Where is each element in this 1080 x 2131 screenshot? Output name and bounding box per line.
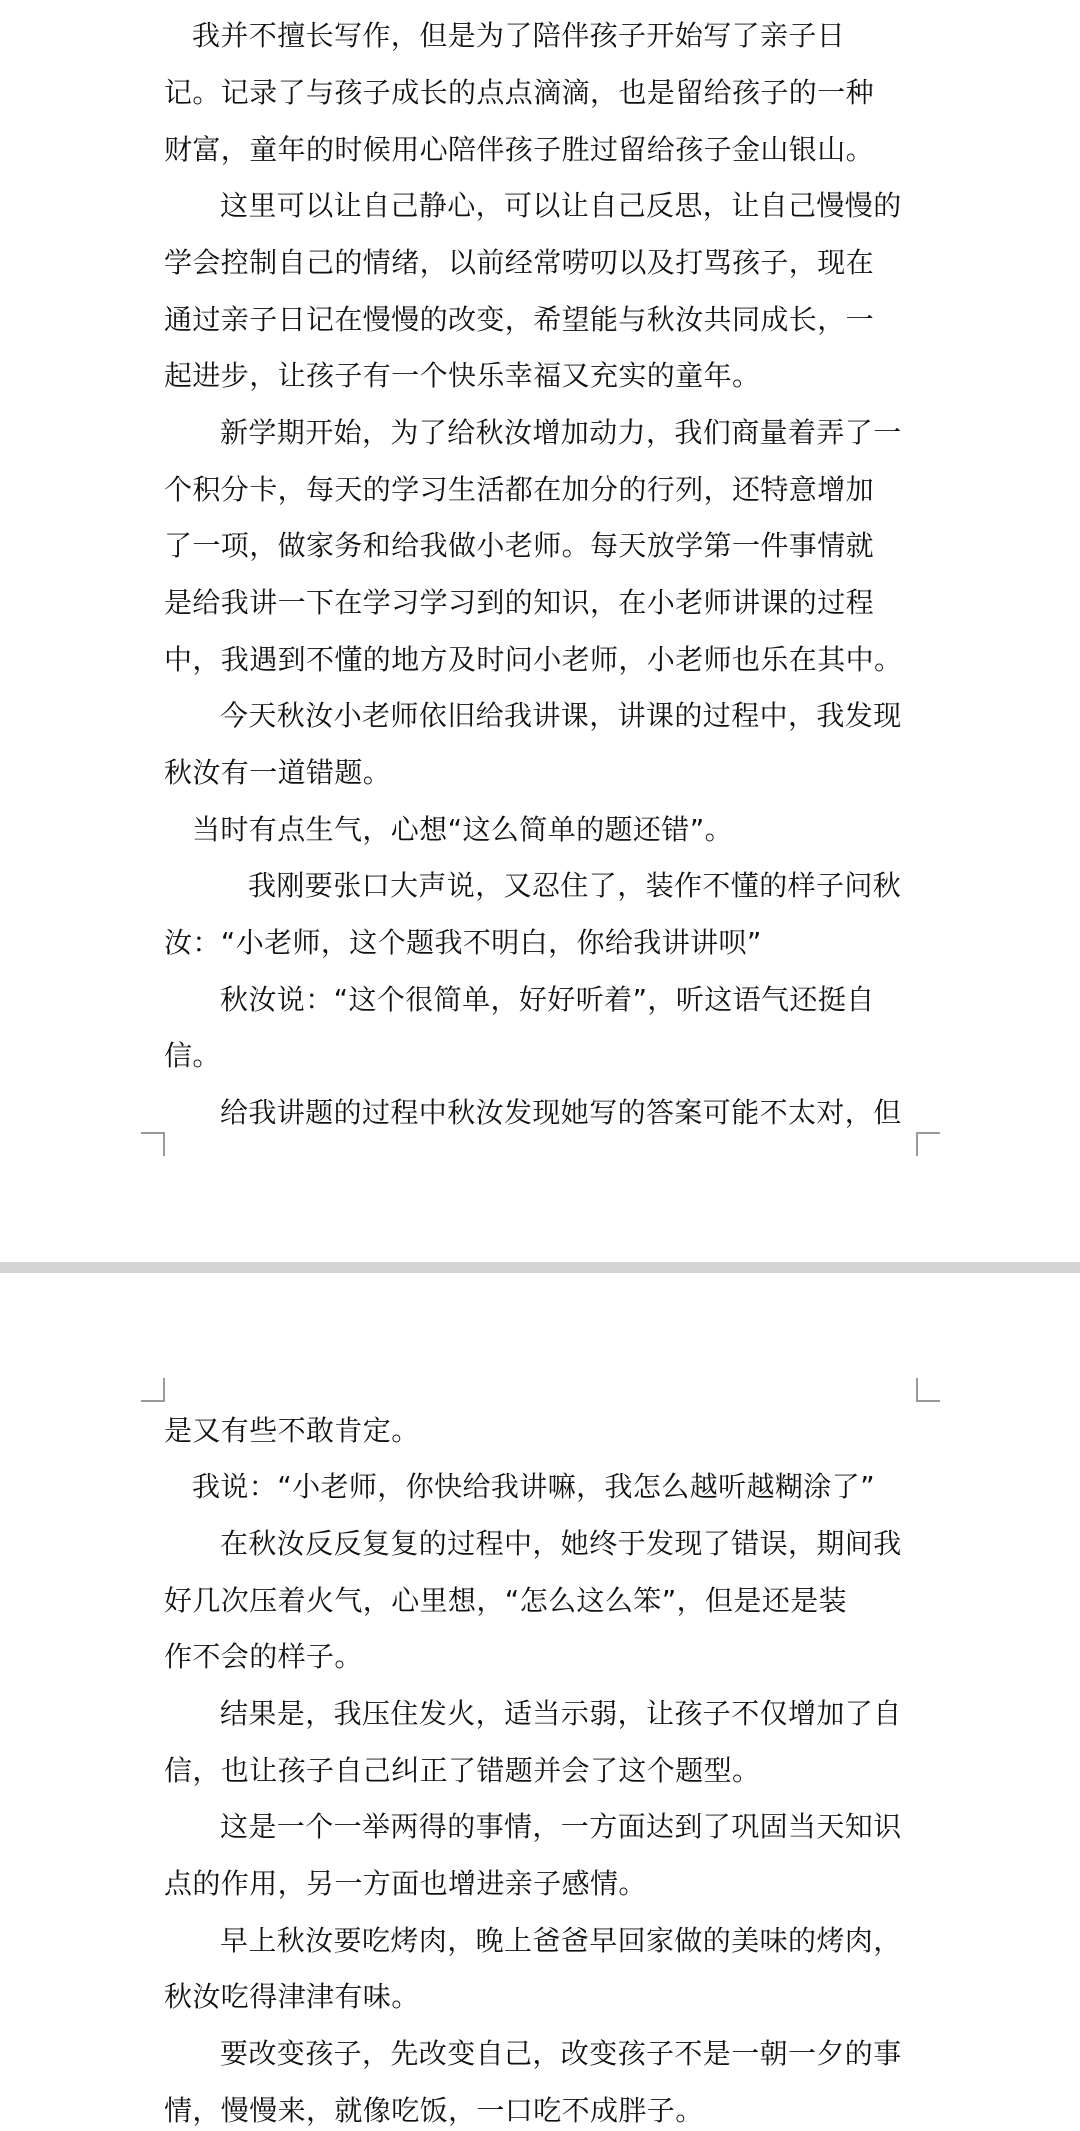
text-line: 新学期开始，为了给秋汝增加动力，我们商量着弄了一: [220, 416, 902, 449]
text-line: 个积分卡，每天的学习生活都在加分的行列，还特意增加: [164, 473, 875, 506]
text-line: 我刚要张口大声说，又忍住了，装作不懂的样子问秋: [248, 869, 902, 902]
text-line: 是给我讲一下在学习学习到的知识，在小老师讲课的过程: [164, 586, 875, 619]
page-break-separator: [0, 1262, 1080, 1273]
text-line: 秋汝有一道错题。: [164, 756, 392, 789]
text-line: 情，慢慢来，就像吃饭，一口吃不成胖子。: [164, 2094, 704, 2127]
text-line: 要改变孩子，先改变自己，改变孩子不是一朝一夕的事: [220, 2037, 902, 2070]
text-line: 给我讲题的过程中秋汝发现她写的答案可能不太对，但: [220, 1096, 902, 1129]
text-line: 是又有些不敢肯定。: [164, 1414, 420, 1447]
margin-corner-mark: [141, 1132, 165, 1156]
text-line: 起进步，让孩子有一个快乐幸福又充实的童年。: [164, 359, 761, 392]
text-line: 今天秋汝小老师依旧给我讲课，讲课的过程中，我发现: [220, 699, 902, 732]
text-line: 通过亲子日记在慢慢的改变，希望能与秋汝共同成长，一: [164, 303, 875, 336]
text-line: 汝：“小老师，这个题我不明白，你给我讲讲呗”: [164, 926, 762, 959]
text-line: 记。记录了与孩子成长的点点滴滴，也是留给孩子的一种: [164, 76, 875, 109]
text-line: 在秋汝反反复复的过程中，她终于发现了错误，期间我: [220, 1527, 902, 1560]
text-line: 信，也让孩子自己纠正了错题并会了这个题型。: [164, 1754, 761, 1787]
margin-corner-mark: [141, 1378, 165, 1402]
text-line: 秋汝吃得津津有味。: [164, 1980, 420, 2013]
text-line: 这里可以让自己静心，可以让自己反思，让自己慢慢的: [220, 189, 902, 222]
text-line: 作不会的样子。: [164, 1640, 363, 1673]
text-line: 早上秋汝要吃烤肉，晚上爸爸早回家做的美味的烤肉，: [220, 1924, 902, 1957]
text-line: 了一项，做家务和给我做小老师。每天放学第一件事情就: [164, 529, 875, 562]
text-line: 中，我遇到不懂的地方及时问小老师，小老师也乐在其中。: [164, 643, 903, 676]
text-line: 财富，童年的时候用心陪伴孩子胜过留给孩子金山银山。: [164, 133, 875, 166]
margin-corner-mark: [916, 1378, 940, 1402]
text-line: 学会控制自己的情绪，以前经常唠叨以及打骂孩子，现在: [164, 246, 875, 279]
text-line: 秋汝说：“这个很简单，好好听着”，听这语气还挺自: [220, 983, 875, 1016]
text-line: 这是一个一举两得的事情，一方面达到了巩固当天知识: [220, 1810, 902, 1843]
text-line: 点的作用，另一方面也增进亲子感情。: [164, 1867, 647, 1900]
text-line: 我并不擅长写作，但是为了陪伴孩子开始写了亲子日: [192, 19, 846, 52]
text-line: 好几次压着火气，心里想，“怎么这么笨”，但是还是装: [164, 1584, 848, 1617]
document-page-2: [0, 1273, 1080, 2127]
text-line: 我说：“小老师，你快给我讲嘛，我怎么越听越糊涂了”: [192, 1470, 876, 1503]
text-line: 当时有点生气，心想“这么简单的题还错”。: [192, 813, 734, 846]
text-line: 结果是，我压住发火，适当示弱，让孩子不仅增加了自: [220, 1697, 902, 1730]
text-line: 信。: [164, 1039, 221, 1072]
margin-corner-mark: [916, 1132, 940, 1156]
